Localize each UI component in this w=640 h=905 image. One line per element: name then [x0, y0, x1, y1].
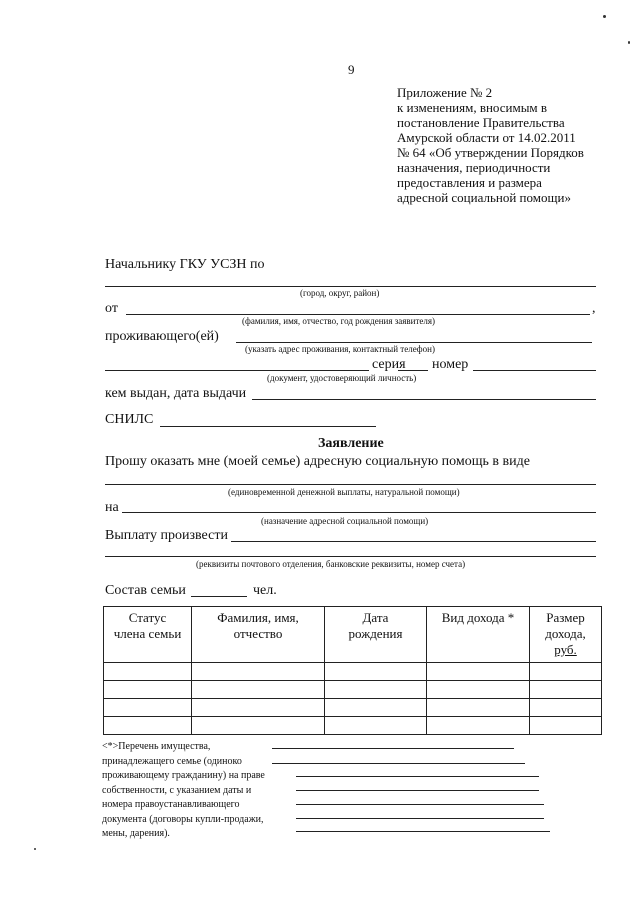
table-cell[interactable] [192, 717, 325, 735]
annex-header [397, 85, 584, 205]
table-cell[interactable] [192, 681, 325, 699]
table-cell[interactable] [192, 699, 325, 717]
header-birthdate [325, 607, 427, 663]
snils-field[interactable] [160, 426, 376, 427]
scan-mark [603, 15, 606, 18]
header-text: руб. [554, 642, 577, 657]
request-text: Прошу оказать мне (моей семье) адресную социальную помощь в виде [105, 454, 530, 469]
header-name [192, 607, 325, 663]
property-field[interactable] [272, 748, 514, 749]
footnote [102, 740, 265, 842]
scan-mark [628, 41, 630, 44]
header-text: Фамилия, имя, [217, 610, 299, 625]
footnote-line: принадлежащего семье (одиноко [102, 755, 242, 767]
payment-field[interactable] [231, 541, 596, 542]
annex-line: к изменениям, вносимым в [397, 100, 548, 115]
annex-line: Амурской области от 14.02.2011 [397, 130, 576, 145]
table-cell[interactable] [427, 681, 530, 699]
table-cell[interactable] [325, 663, 427, 681]
footnote-line: документа (договоры купли-продажи, [102, 813, 264, 825]
header-text: Статус [128, 610, 167, 625]
annex-line: предоставления и размера [397, 175, 542, 190]
caption-type: (единовременной денежной выплаты, натуральной помощи) [228, 487, 460, 497]
family-count-field[interactable] [191, 596, 247, 597]
series-label: серия [372, 357, 406, 372]
annex-line: назначения, периодичности [397, 160, 551, 175]
header-text: рождения [348, 626, 403, 641]
series-field[interactable] [398, 370, 428, 371]
table-cell[interactable] [325, 681, 427, 699]
document-field[interactable] [105, 370, 369, 371]
annex-line: Приложение № 2 [397, 85, 493, 100]
annex-line: постановление Правительства [397, 115, 565, 130]
table-cell[interactable] [530, 717, 602, 735]
header-text: отчество [233, 626, 283, 641]
applicant-field[interactable] [126, 314, 590, 315]
snils-label: СНИЛС [105, 412, 154, 427]
page-number: 9 [348, 62, 355, 77]
city-field[interactable] [105, 286, 596, 287]
table-row [104, 681, 602, 699]
header-text: дохода, [545, 626, 586, 641]
family-table [103, 606, 602, 735]
address-field[interactable] [236, 342, 592, 343]
number-label: номер [432, 357, 469, 372]
statement-title: Заявление [318, 436, 384, 451]
purpose-field[interactable] [122, 512, 596, 513]
property-field[interactable] [296, 818, 544, 819]
footnote-line: проживающему гражданину) на праве [102, 770, 265, 781]
table-row [104, 717, 602, 735]
table-cell[interactable] [427, 663, 530, 681]
table-header-row [104, 607, 602, 663]
table-cell[interactable] [325, 717, 427, 735]
footnote-line: номера правоустанавливающего [102, 799, 240, 810]
table-cell[interactable] [427, 699, 530, 717]
property-field[interactable] [296, 831, 550, 832]
table-cell[interactable] [530, 663, 602, 681]
header-text: члена семьи [113, 626, 182, 641]
property-field[interactable] [272, 763, 525, 764]
issued-field[interactable] [252, 399, 596, 400]
property-field[interactable] [296, 804, 544, 805]
header-income-type [427, 607, 530, 663]
table-row [104, 663, 602, 681]
table-cell[interactable] [104, 681, 192, 699]
table-row [104, 699, 602, 717]
caption-purpose: (назначение адресной социальной помощи) [261, 516, 429, 526]
family-label: Состав семьи [105, 583, 186, 598]
table-cell[interactable] [530, 699, 602, 717]
assistance-type-field[interactable] [105, 484, 596, 485]
caption-document: (документ, удостоверяющий личность) [267, 373, 417, 383]
footnote-line: <*>Перечень имущества, [102, 741, 211, 752]
header-status [104, 607, 192, 663]
caption-applicant: (фамилия, имя, отчество, год рождения заявителя) [242, 316, 436, 326]
issued-label: кем выдан, дата выдачи [105, 386, 247, 401]
table-cell[interactable] [427, 717, 530, 735]
table-cell[interactable] [104, 699, 192, 717]
caption-city: (город, округ, район) [300, 288, 380, 298]
payment-field-2[interactable] [105, 556, 596, 557]
header-text: Размер [546, 610, 585, 625]
property-field[interactable] [296, 776, 539, 777]
number-field[interactable] [473, 370, 596, 371]
footnote-line: собственности, с указанием даты и [102, 784, 252, 796]
for-label: на [105, 500, 119, 515]
property-field[interactable] [296, 790, 539, 791]
header-income-amount [530, 607, 602, 663]
annex-line: № 64 «Об утверждении Порядков [397, 145, 584, 160]
scan-mark [34, 848, 36, 850]
table-cell[interactable] [192, 663, 325, 681]
header-text: Вид дохода * [441, 610, 515, 625]
annex-line: адресной социальной помощи» [397, 190, 571, 205]
table-cell[interactable] [325, 699, 427, 717]
residing-label: проживающего(ей) [105, 329, 219, 344]
table-cell[interactable] [530, 681, 602, 699]
footnote-line: мены, дарения). [102, 828, 170, 839]
header-text: Дата [362, 610, 389, 625]
table-cell[interactable] [104, 717, 192, 735]
table-cell[interactable] [104, 663, 192, 681]
payment-label: Выплату произвести [105, 528, 228, 543]
addressee-label: Начальнику ГКУ УСЗН по [105, 257, 265, 272]
from-label: от [105, 301, 118, 316]
caption-requisites: (реквизиты почтового отделения, банковские реквизиты, номер счета) [196, 559, 466, 569]
family-unit: чел. [253, 583, 277, 598]
comma: , [592, 301, 596, 316]
caption-address: (указать адрес проживания, контактный телефон) [245, 344, 435, 354]
